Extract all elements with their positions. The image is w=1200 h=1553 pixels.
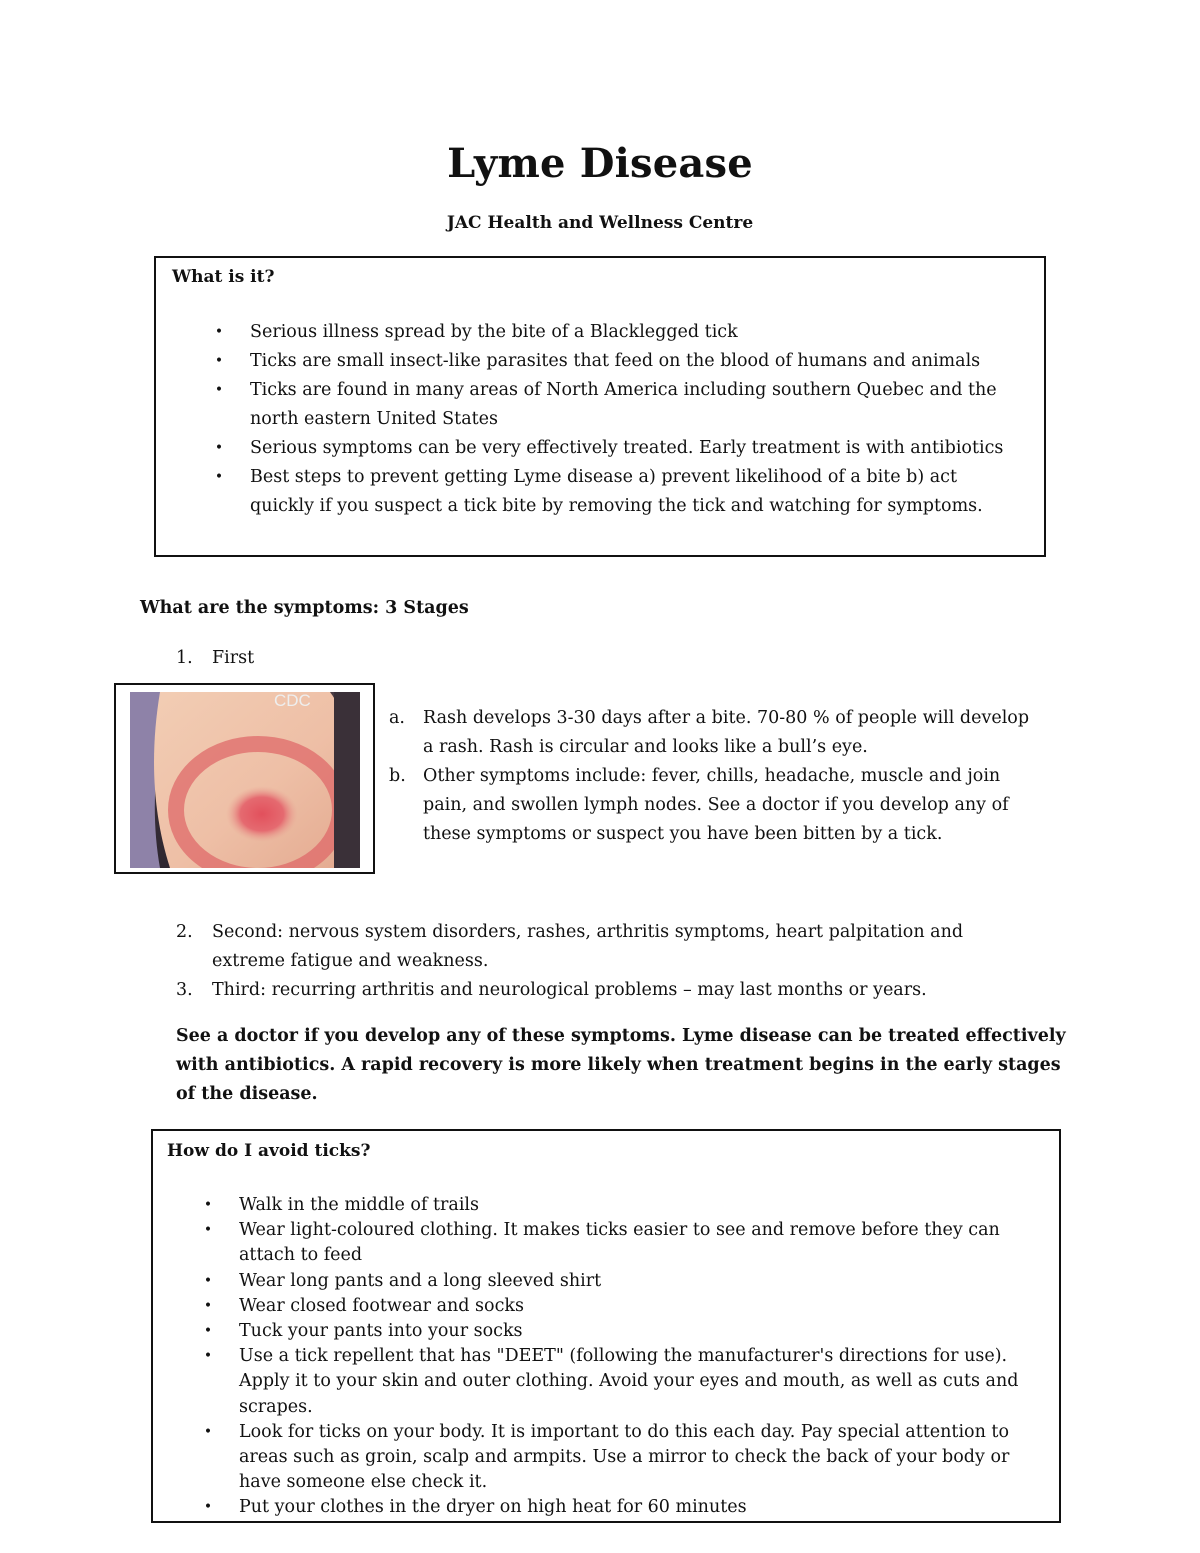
bullet-icon: • [214, 440, 224, 456]
bullet-icon: • [214, 324, 224, 340]
stage-number: 1. [176, 648, 193, 668]
list-item: • Serious illness spread by the bite of a Blacklegged tick [214, 318, 1014, 347]
bullet-icon: • [203, 1197, 213, 1213]
bullet-icon: • [214, 382, 224, 398]
stage-text: Third: recurring arthritis and neurological problems – may last months or years. [212, 980, 927, 1000]
avoid-ticks-list [203, 1193, 1023, 1521]
item-marker: b. [389, 766, 406, 786]
stage-label: First [212, 648, 255, 668]
list-item: • Look for ticks on your body. It is important to do this each day. Pay special attention to areas such as groin, scalp and armpits. Use a mirror to check the back of your body or have someone else check it. [203, 1421, 1010, 1493]
avoid-ticks-heading: How do I avoid ticks? [167, 1141, 371, 1161]
what-is-it-box [154, 256, 1046, 557]
list-item: • Serious symptoms can be very effectively treated. Early treatment is with antibiotics [214, 434, 1014, 463]
what-is-it-list [214, 318, 1014, 521]
list-item: • Ticks are small insect-like parasites that feed on the blood of humans and animals [214, 347, 1014, 376]
bullet-icon: • [203, 1499, 213, 1516]
bullet-icon: • [203, 1297, 213, 1314]
what-is-it-heading: What is it? [172, 267, 275, 287]
list-item: • Tuck your pants into your socks [203, 1319, 1023, 1344]
stage-text: Second: nervous system disorders, rashes, arthritis symptoms, heart palpitation and extreme fatigue and weakness. [212, 922, 964, 971]
bullet-icon: • [203, 1222, 213, 1239]
list-item: • Walk in the middle of trails [203, 1193, 1023, 1218]
rash-photo-frame [114, 683, 375, 874]
stage-number: 2. [176, 922, 193, 942]
item-marker: a. [389, 708, 405, 728]
list-item: • Put your clothes in the dryer on high heat for 60 minutes [203, 1495, 1023, 1520]
symptoms-heading: What are the symptoms: 3 Stages [140, 598, 469, 618]
bullet-icon: • [203, 1423, 213, 1440]
list-item: • Best steps to prevent getting Lyme disease a) prevent likelihood of a bite b) act quickly if you suspect a tick bite by removing the tick and watching for symptoms. [214, 463, 1014, 521]
avoid-ticks-box [151, 1129, 1061, 1523]
bullet-icon: • [203, 1348, 213, 1365]
bullet-icon: • [203, 1272, 213, 1289]
list-item: b. Other symptoms include: fever, chills, headache, muscle and join pain, and swollen lymph nodes. See a doctor if you develop any of these symptoms or suspect you have been bitten by a tick. [389, 762, 1039, 849]
stage-number: 3. [176, 980, 193, 1000]
bullet-icon: • [214, 353, 224, 369]
page-subtitle: JAC Health and Wellness Centre [446, 213, 754, 233]
list-item: • Wear closed footwear and socks [203, 1294, 1023, 1319]
photo-credit: CDC [274, 691, 311, 710]
page-title: Lyme Disease [447, 140, 753, 187]
bullseye-rash-photo [130, 692, 360, 868]
bullet-icon: • [214, 469, 224, 485]
stage-one-details [389, 704, 1039, 849]
doctor-warning: See a doctor if you develop any of these symptoms. Lyme disease can be treated effectively with antibiotics. A rapid recovery is more likely when treatment begins in the early stages of the disease. [176, 1026, 1066, 1104]
list-item: • Use a tick repellent that has "DEET" (following the manufacturer's directions for use). Apply it to your skin and outer clothing. Avoid your eyes and mouth, as well as cuts and scrapes. [203, 1346, 1019, 1417]
list-item: • Wear light-coloured clothing. It makes ticks easier to see and remove before they can attach to feed [203, 1220, 1000, 1266]
list-item: • Wear long pants and a long sleeved shirt [203, 1269, 1023, 1294]
list-item: a. Rash develops 3-30 days after a bite. 70-80 % of people will develop a rash. Rash is circular and looks like a bull’s eye. [389, 704, 1039, 762]
bullet-icon: • [203, 1323, 213, 1340]
list-item: • Ticks are found in many areas of North America including southern Quebec and the north eastern United States [214, 376, 1014, 434]
